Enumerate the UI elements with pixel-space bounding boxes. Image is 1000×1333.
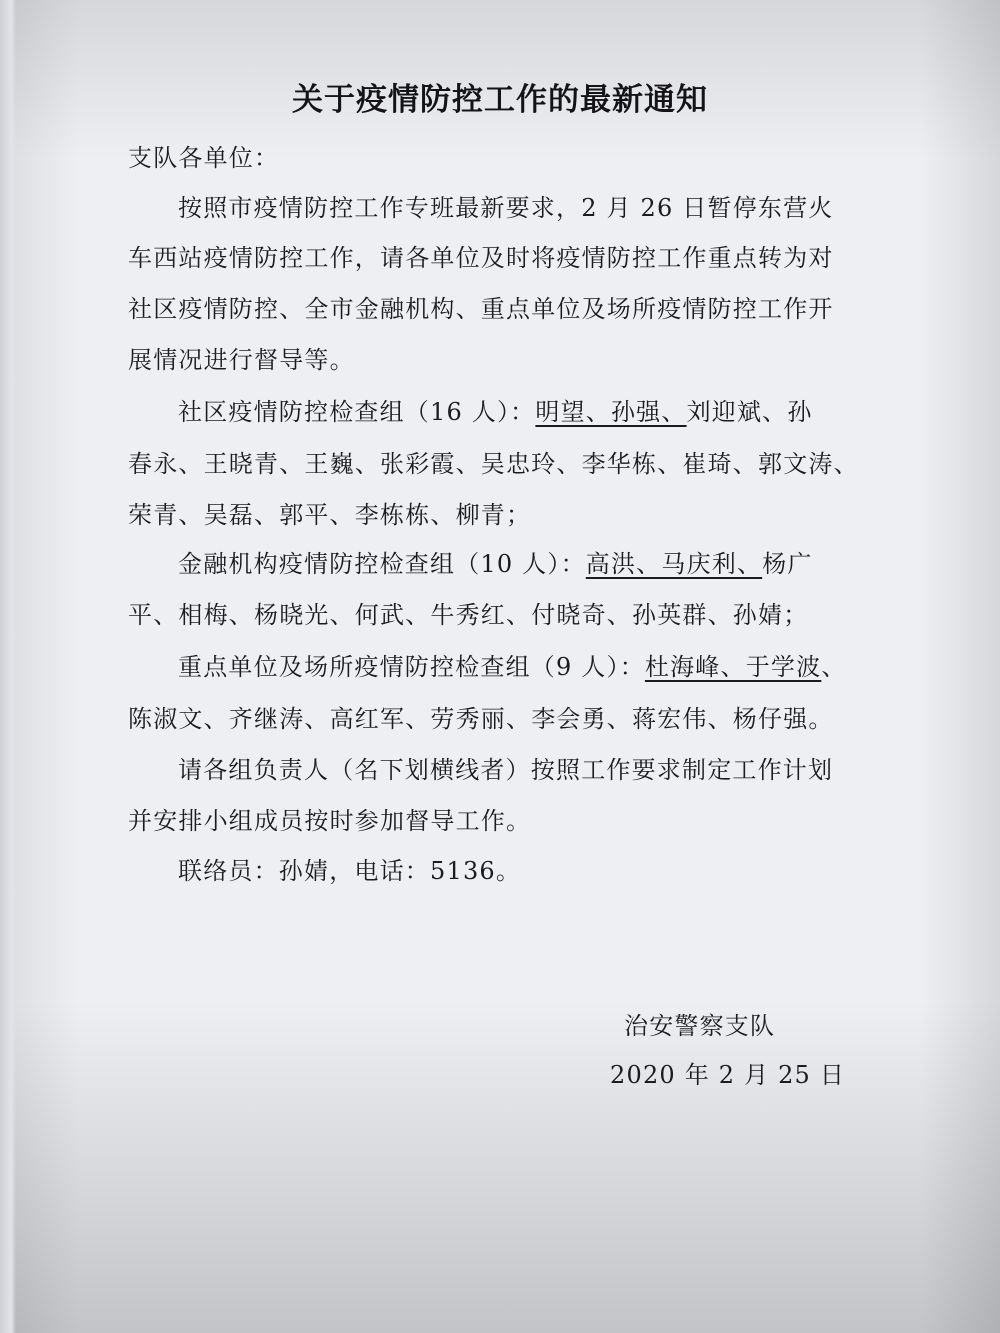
group-3-members-start: 、	[821, 653, 847, 681]
notice-title: 关于疫情防控工作的最新通知	[292, 82, 708, 118]
group-2-line-1	[178, 549, 813, 579]
group-1-line-1	[178, 397, 813, 427]
group-3-line-2: 陈淑文、齐继涛、高红军、劳秀丽、李会勇、蒋宏伟、杨仔强。	[128, 705, 834, 733]
group-1-line-3: 荣青、吴磊、郭平、李栋栋、柳青；	[128, 501, 532, 529]
salutation: 支队各单位：	[128, 144, 280, 172]
group-3-label: 重点单位及场所疫情防控检查组（9 人）：	[178, 653, 645, 681]
signature-organization: 治安警察支队	[624, 1012, 776, 1040]
group-2-members-start: 杨广	[762, 550, 813, 578]
body-paragraph-1-line-3: 社区疫情防控、全市金融机构、重点单位及场所疫情防控工作开	[128, 295, 834, 323]
group-3-line-1	[178, 652, 847, 682]
group-2-label: 金融机构疫情防控检查组（10 人）：	[178, 550, 586, 578]
group-1-leaders: 明望、孙强、	[535, 398, 687, 426]
group-2-line-2: 平、相梅、杨晓光、何武、牛秀红、付晓奇、孙英群、孙婧；	[128, 601, 809, 629]
request-paragraph-line-2: 并安排小组成员按时参加督导工作。	[128, 807, 532, 835]
request-paragraph-line-1: 请各组负责人（名下划横线者）按照工作要求制定工作计划	[178, 756, 834, 784]
contact-line: 联络员：孙婧，电话：5136。	[178, 857, 522, 885]
group-1-line-2: 春永、王晓青、王巍、张彩霞、吴忠玲、李华栋、崔琦、郭文涛、	[128, 450, 859, 478]
group-1-members-start: 刘迎斌、孙	[686, 398, 813, 426]
body-paragraph-1-line-1: 按照市疫情防控工作专班最新要求，2 月 26 日暂停东营火	[178, 194, 834, 222]
paper-edge-shadow	[0, 0, 16, 1333]
group-2-leaders: 高洪、马庆利、	[585, 550, 763, 578]
body-paragraph-1-line-2: 车西站疫情防控工作，请各单位及时将疫情防控工作重点转为对	[128, 244, 834, 272]
signature-date: 2020 年 2 月 25 日	[610, 1061, 846, 1089]
body-paragraph-1-line-4: 展情况进行督导等。	[128, 346, 355, 374]
group-1-label: 社区疫情防控检查组（16 人）：	[178, 398, 536, 426]
group-3-leaders: 杜海峰、于学波	[644, 653, 822, 681]
